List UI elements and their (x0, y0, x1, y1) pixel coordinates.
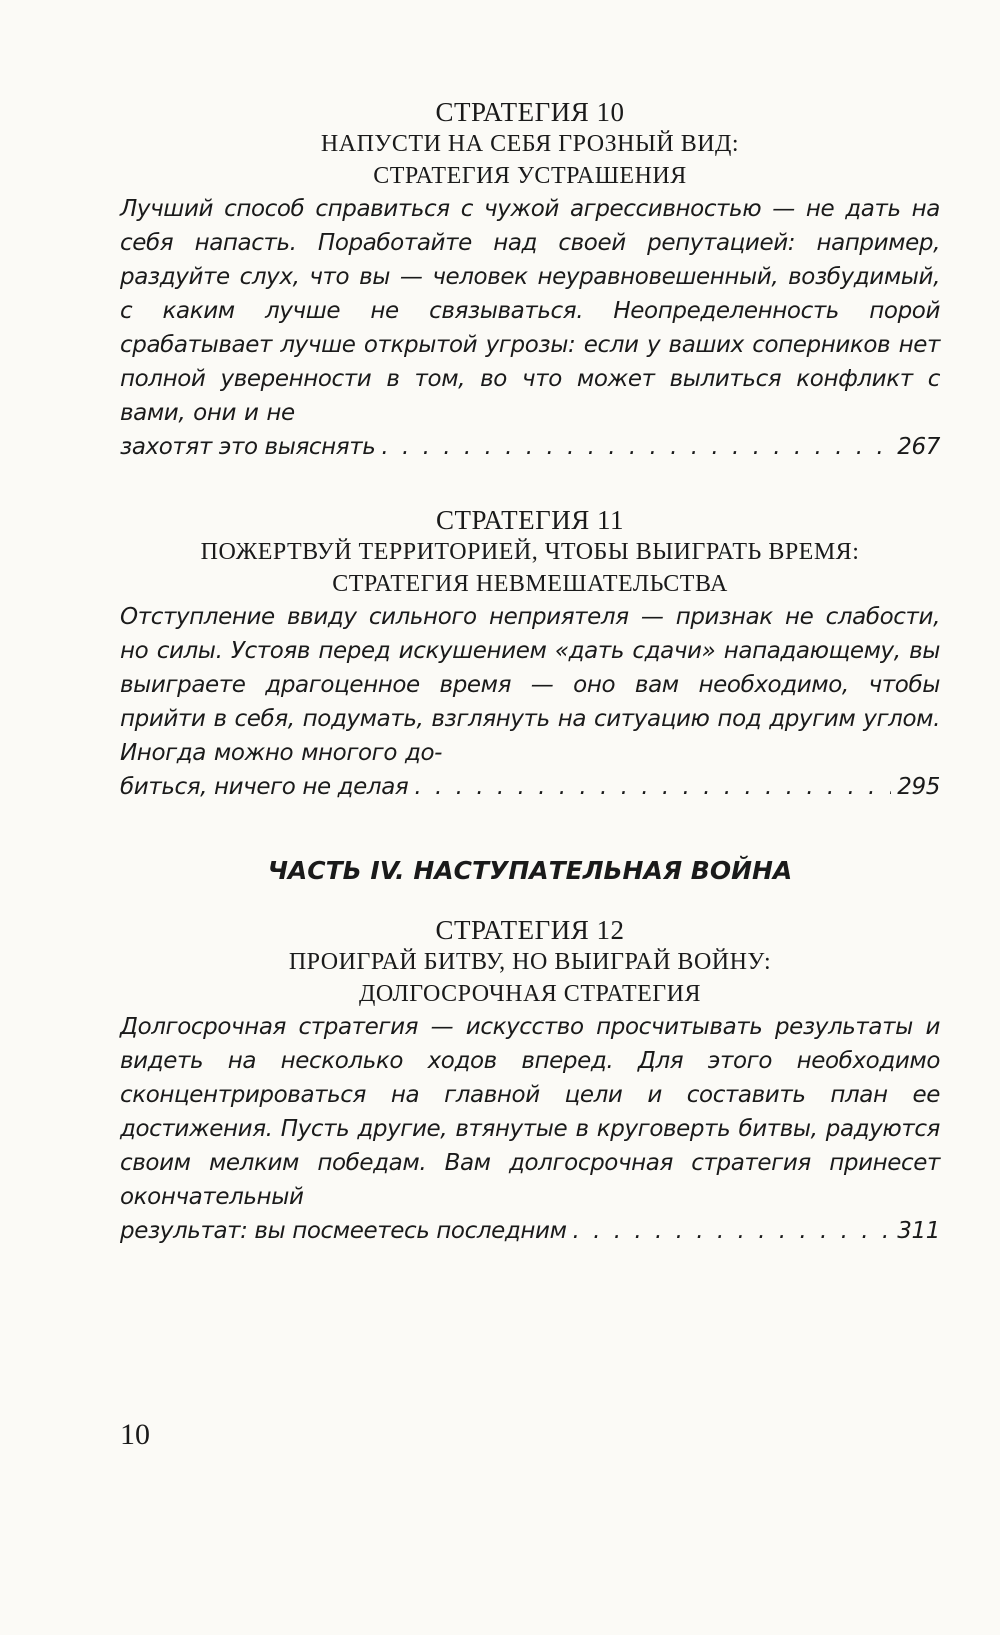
strategy-last-line (120, 430, 940, 464)
strategy-last-line (120, 1214, 940, 1248)
toc-entry-strategy-11 (120, 504, 940, 804)
page-ref: 295 (897, 774, 940, 800)
dot-leader (414, 770, 891, 804)
toc-entry-strategy-12 (120, 914, 940, 1248)
strategy-description-end: результат: вы посмеетесь последним (120, 1218, 567, 1244)
page-ref: 267 (897, 434, 940, 460)
strategy-last-line (120, 770, 940, 804)
page-ref: 311 (897, 1218, 940, 1244)
strategy-title-line: ДОЛГОСРОЧНАЯ СТРАТЕГИЯ (358, 981, 702, 1007)
strategy-description-end: биться, ничего не делая (120, 774, 409, 800)
strategy-title-line: ПОЖЕРТВУЙ ТЕРРИТОРИЕЙ, ЧТОБЫ ВЫИГРАТЬ ВРЕМЯ: (200, 539, 860, 565)
dot-leader (573, 1214, 892, 1248)
strategy-description: Отступление ввиду сильного неприятеля — признак не слабости, но силы. Устояв перед искушением «дать сдачи» нападающему, вы выиграете драгоценное время — оно вам необходимо, чтобы прийти в себя, подумать, взглянуть на ситуацию под другим углом. Иногда можно многого до- (120, 604, 940, 766)
strategy-description: Лучший способ справиться с чужой агрессивностью — не дать на себя напасть. Поработайте над своей репутацией: например, раздуйте слух, что вы — человек неуравновешенный, возбудимый, с каким лучше не связываться. Неопределенность порой срабатывает лучше открытой угрозы: если у ваших соперников нет полной уверенности в том, во что может вылиться конфликт с вами, они и не (120, 196, 940, 426)
page-number: 10 (120, 1418, 150, 1451)
strategy-description: Долгосрочная стратегия — искусство просчитывать результаты и видеть на несколько ходов вперед. Для этого необходимо сконцентрироваться на главной цели и составить план ее достижения. Пусть другие, втянутые в круговерть битвы, радуются своим мелким победам. Вам долгосрочная стратегия принесет окончательный (120, 1014, 940, 1210)
toc-entry-strategy-10 (120, 96, 940, 464)
strategy-title-line: НАПУСТИ НА СЕБЯ ГРОЗНЫЙ ВИД: (320, 131, 740, 157)
strategy-description-end: захотят это выяснять (120, 434, 376, 460)
strategy-title-line: СТРАТЕГИЯ НЕВМЕШАТЕЛЬСТВА (332, 571, 728, 597)
strategy-number: СТРАТЕГИЯ 12 (435, 915, 625, 945)
strategy-number: СТРАТЕГИЯ 11 (435, 505, 625, 535)
strategy-title-line: ПРОИГРАЙ БИТВУ, НО ВЫИГРАЙ ВОЙНУ: (288, 949, 772, 975)
strategy-number: СТРАТЕГИЯ 10 (435, 97, 625, 127)
dot-leader (381, 430, 891, 464)
toc-page (120, 96, 940, 1288)
part-title: ЧАСТЬ IV. НАСТУПАТЕЛЬНАЯ ВОЙНА (267, 856, 793, 885)
strategy-title-line: СТРАТЕГИЯ УСТРАШЕНИЯ (373, 163, 687, 189)
